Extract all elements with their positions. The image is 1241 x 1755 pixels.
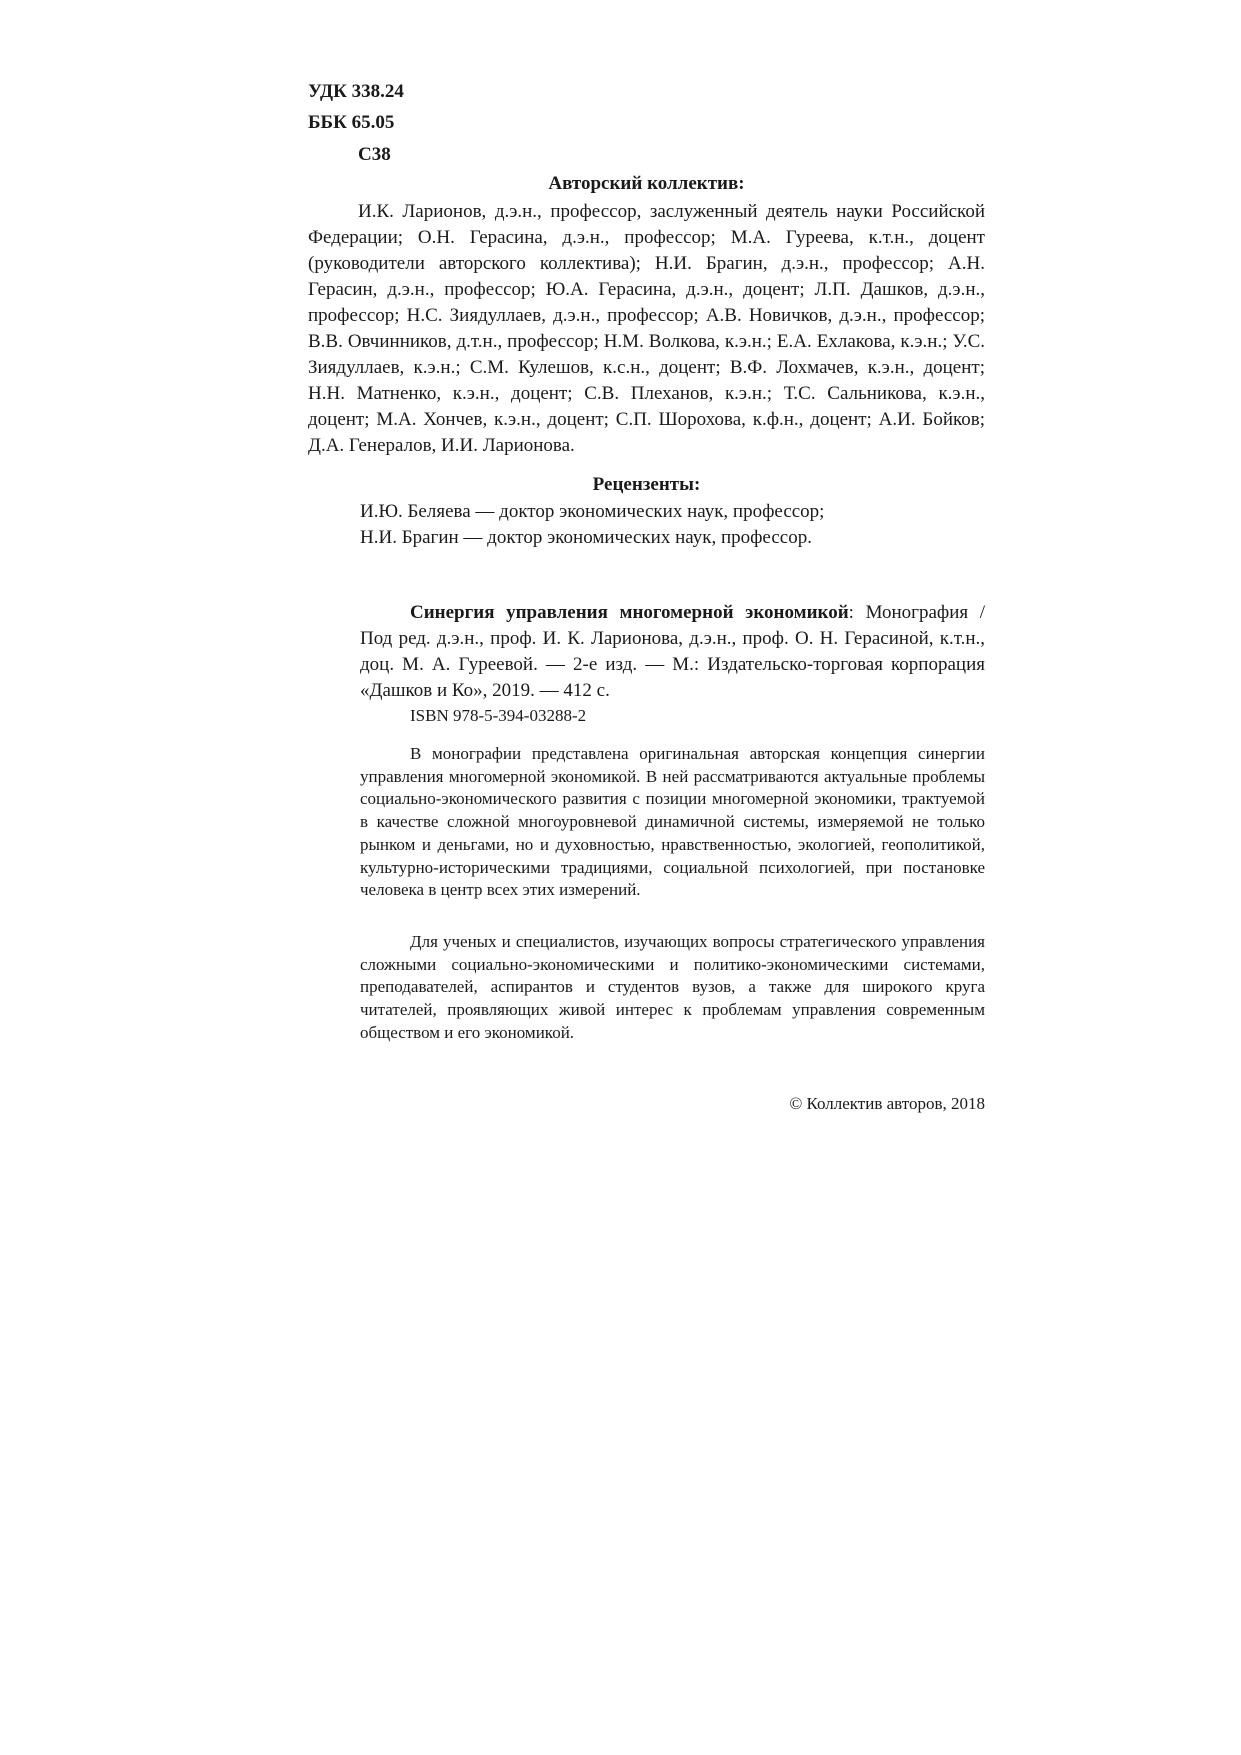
- copyright-notice: © Коллектив авторов, 2018: [789, 1094, 985, 1113]
- udc-code: УДК 338.24: [308, 81, 404, 102]
- annotation-paragraph: В монографии представлена оригинальная авторская концепция синергии управления многомерной экономикой. В ней рассматриваются актуальные проблемы социально-экономического развития с позиции многомерной экономики, трактуемой в качестве сложной многоуровневой динамичной системы, измеряемой не только рынком и деньгами, но и духовностью, нравственностью, экологией, геополитикой, культурно-историческими традициями, социальной психологией, при постановке человека в центр всех этих измерений.: [360, 744, 985, 900]
- bibliographic-details: : Монография / Под ред. д.э.н., проф. И. К. Ларионова, д.э.н., проф. О. Н. Герасиной, к.т.н., доц. М. А. Гуреевой. — 2-е изд. — М.: Издательско-торговая корпорация «Дашков и Ко», 2019. — 412 с.: [360, 602, 986, 701]
- bibliographic-record: [360, 600, 985, 704]
- authors-heading: Авторский коллектив:: [548, 173, 745, 194]
- annotation-paragraph: Для ученых и специалистов, изучающих вопросы стратегического управления сложными социально-экономическими и политико-экономическими системами, преподавателей, аспирантов и студентов вузов, а также для широкого круга читателей, проявляющих живой интерес к проблемам управления современным обществом и его экономикой.: [360, 932, 985, 1042]
- reviewer-item: И.Ю. Беляева — доктор экономических наук, профессор;: [360, 501, 825, 522]
- reviewers-heading: Рецензенты:: [592, 474, 701, 495]
- isbn: ISBN 978-5-394-03288-2: [410, 706, 587, 725]
- bbk-code: ББК 65.05: [308, 112, 395, 133]
- author-mark: С38: [358, 144, 391, 165]
- authors-list: И.К. Ларионов, д.э.н., профессор, заслуженный деятель науки Российской Федерации; О.Н. Герасина, д.э.н., профессор; М.А. Гуреева, к.т.н., доцент (руководители авторского коллектива); Н.И. Брагин, д.э.н., профессор; А.Н. Герасин, д.э.н., профессор; Ю.А. Герасина, д.э.н., доцент; Л.П. Дашков, д.э.н., профессор; Н.С. Зиядуллаев, д.э.н., профессор; А.В. Новичков, д.э.н., профессор; В.В. Овчинников, д.т.н., профессор; Н.М. Волкова, к.э.н.; Е.А. Ехлакова, к.э.н.; У.С. Зиядуллаев, к.э.н.; С.М. Кулешов, к.с.н., доцент; В.Ф. Лохмачев, к.э.н., доцент; Н.Н. Матненко, к.э.н., доцент; С.В. Плеханов, к.э.н.; Т.С. Сальникова, к.э.н., доцент; М.А. Хончев, к.э.н., доцент; С.П. Шорохова, к.ф.н., доцент; А.И. Бойков; Д.А. Генералов, И.И. Ларионова.: [308, 201, 985, 456]
- reviewer-item: Н.И. Брагин — доктор экономических наук, профессор.: [360, 527, 812, 548]
- book-title: Синергия управления многомерной экономикой: [410, 602, 849, 623]
